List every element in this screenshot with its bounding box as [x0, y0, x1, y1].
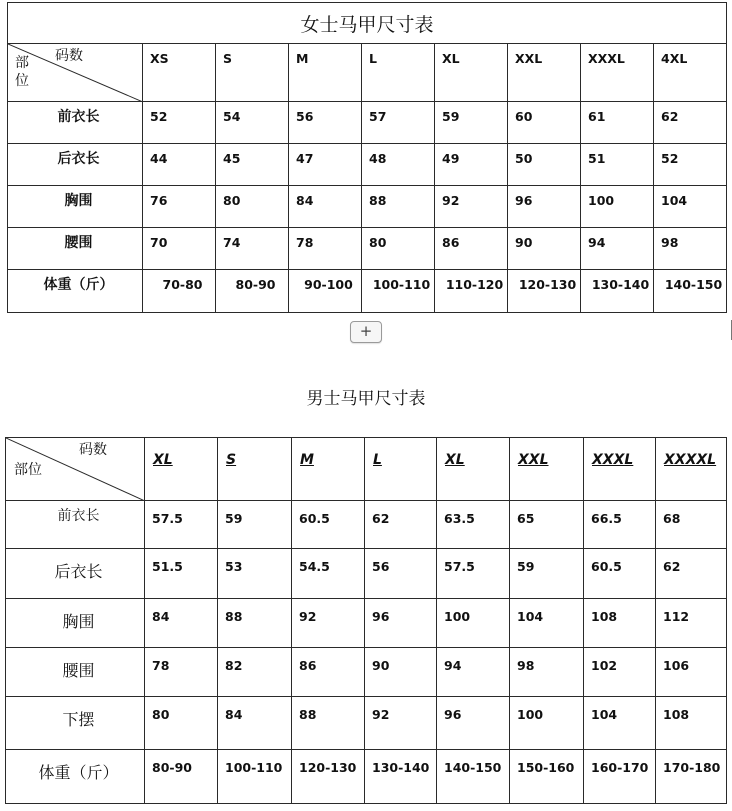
- table-cell: 90: [508, 228, 581, 270]
- table-cell: 48: [362, 144, 435, 186]
- table-cell: 54: [216, 102, 289, 144]
- table-cell: 62: [654, 102, 727, 144]
- table-cell: 82: [218, 648, 292, 697]
- table-row: [8, 102, 727, 144]
- table-cell: 106: [656, 648, 727, 697]
- table-cell: 80: [145, 697, 218, 750]
- table-cell: 90-100: [289, 270, 362, 313]
- table-cell: 108: [584, 599, 656, 648]
- table-cell: 59: [435, 102, 508, 144]
- table-cell: 62: [365, 501, 437, 549]
- table-cell: 88: [362, 186, 435, 228]
- table-cell: 80-90: [216, 270, 289, 313]
- table-cell: 57.5: [437, 549, 510, 599]
- table-cell: 104: [584, 697, 656, 750]
- table-row: [8, 144, 727, 186]
- table-cell: 98: [510, 648, 584, 697]
- table-cell: 70-80: [143, 270, 216, 313]
- row-label: 腰围: [8, 228, 143, 270]
- table-cell: 56: [365, 549, 437, 599]
- table-cell: 74: [216, 228, 289, 270]
- size-header: L: [365, 438, 437, 501]
- row-label: 胸围: [8, 186, 143, 228]
- table-cell: 120-130: [292, 750, 365, 804]
- table-cell: 57: [362, 102, 435, 144]
- table-row: [8, 228, 727, 270]
- table-cell: 45: [216, 144, 289, 186]
- corner-label-size: 码数: [79, 442, 107, 458]
- table-row: [6, 599, 727, 648]
- table-row: [6, 648, 727, 697]
- men-corner-cell: [6, 438, 145, 501]
- size-header: 4XL: [654, 44, 727, 102]
- table-cell: 80: [216, 186, 289, 228]
- size-header: XXL: [508, 44, 581, 102]
- men-header-row: [6, 438, 727, 501]
- table-row: [6, 697, 727, 750]
- row-label: 体重（斤）: [8, 270, 143, 313]
- table-cell: 100: [510, 697, 584, 750]
- table-cell: 100-110: [218, 750, 292, 804]
- table-cell: 51.5: [145, 549, 218, 599]
- table-cell: 76: [143, 186, 216, 228]
- table-cell: 130-140: [581, 270, 654, 313]
- table-cell: 54.5: [292, 549, 365, 599]
- table-cell: 88: [218, 599, 292, 648]
- table-cell: 86: [292, 648, 365, 697]
- table-cell: 51: [581, 144, 654, 186]
- table-cell: 160-170: [584, 750, 656, 804]
- table-cell: 104: [654, 186, 727, 228]
- row-label: 体重（斤）: [6, 750, 145, 804]
- table-cell: 140-150: [654, 270, 727, 313]
- table-cell: 52: [143, 102, 216, 144]
- row-label: 前衣长: [8, 102, 143, 144]
- table-cell: 60: [508, 102, 581, 144]
- table-cell: 110-120: [435, 270, 508, 313]
- size-header: XL: [145, 438, 218, 501]
- row-label: 腰围: [6, 648, 145, 697]
- men-table-title: 男士马甲尺寸表: [306, 389, 426, 409]
- table-cell: 92: [292, 599, 365, 648]
- table-cell: 150-160: [510, 750, 584, 804]
- table-cell: 47: [289, 144, 362, 186]
- size-header: XXL: [510, 438, 584, 501]
- table-cell: 60.5: [584, 549, 656, 599]
- table-cell: 96: [437, 697, 510, 750]
- table-cell: 90: [365, 648, 437, 697]
- women-size-table: [7, 2, 727, 313]
- table-cell: 130-140: [365, 750, 437, 804]
- table-cell: 96: [508, 186, 581, 228]
- table-row: [6, 750, 727, 804]
- men-size-table: [5, 437, 727, 804]
- size-header: S: [216, 44, 289, 102]
- table-cell: 80-90: [145, 750, 218, 804]
- size-header: S: [218, 438, 292, 501]
- row-label: 前衣长: [6, 501, 145, 549]
- table-cell: 170-180: [656, 750, 727, 804]
- table-cell: 70: [143, 228, 216, 270]
- table-cell: 80: [362, 228, 435, 270]
- table-row: [6, 549, 727, 599]
- table-cell: 68: [656, 501, 727, 549]
- table-cell: 94: [581, 228, 654, 270]
- table-cell: 100-110: [362, 270, 435, 313]
- size-header: XXXL: [584, 438, 656, 501]
- table-cell: 53: [218, 549, 292, 599]
- table-cell: 98: [654, 228, 727, 270]
- size-header: XXXL: [581, 44, 654, 102]
- table-cell: 94: [437, 648, 510, 697]
- size-header: XL: [437, 438, 510, 501]
- size-header: XS: [143, 44, 216, 102]
- table-cell: 62: [656, 549, 727, 599]
- corner-label-part: 部位: [15, 55, 29, 89]
- table-cell: 61: [581, 102, 654, 144]
- table-row: [6, 501, 727, 549]
- table-cell: 86: [435, 228, 508, 270]
- women-corner-cell: [8, 44, 143, 102]
- women-table-title: 女士马甲尺寸表: [8, 3, 727, 44]
- table-cell: 52: [654, 144, 727, 186]
- table-cell: 78: [145, 648, 218, 697]
- table-cell: 44: [143, 144, 216, 186]
- corner-label-part: 部位: [14, 462, 42, 478]
- table-cell: 140-150: [437, 750, 510, 804]
- table-cell: 88: [292, 697, 365, 750]
- table-cell: 63.5: [437, 501, 510, 549]
- table-cell: 100: [437, 599, 510, 648]
- corner-label-size: 码数: [55, 48, 83, 64]
- table-cell: 102: [584, 648, 656, 697]
- table-cell: 112: [656, 599, 727, 648]
- table-cell: 92: [365, 697, 437, 750]
- size-header: M: [292, 438, 365, 501]
- table-cell: 84: [218, 697, 292, 750]
- table-cell: 104: [510, 599, 584, 648]
- table-cell: 84: [145, 599, 218, 648]
- row-label: 后衣长: [6, 549, 145, 599]
- table-cell: 59: [218, 501, 292, 549]
- size-header: M: [289, 44, 362, 102]
- table-cell: 60.5: [292, 501, 365, 549]
- table-cell: 66.5: [584, 501, 656, 549]
- add-row-button[interactable]: +: [350, 321, 382, 343]
- row-label: 胸围: [6, 599, 145, 648]
- size-header: L: [362, 44, 435, 102]
- table-cell: 50: [508, 144, 581, 186]
- table-row: [8, 270, 727, 313]
- size-header: XXXXL: [656, 438, 727, 501]
- table-cell: 96: [365, 599, 437, 648]
- row-label: 后衣长: [8, 144, 143, 186]
- table-cell: 100: [581, 186, 654, 228]
- table-cell: 59: [510, 549, 584, 599]
- table-cell: 49: [435, 144, 508, 186]
- table-cell: 57.5: [145, 501, 218, 549]
- table-cell: 84: [289, 186, 362, 228]
- table-cell: 65: [510, 501, 584, 549]
- row-label: 下摆: [6, 697, 145, 750]
- table-cell: 92: [435, 186, 508, 228]
- table-cell: 120-130: [508, 270, 581, 313]
- table-cell: 56: [289, 102, 362, 144]
- table-cell: 108: [656, 697, 727, 750]
- size-header: XL: [435, 44, 508, 102]
- table-cell: 78: [289, 228, 362, 270]
- table-row: [8, 186, 727, 228]
- women-header-row: [8, 44, 727, 102]
